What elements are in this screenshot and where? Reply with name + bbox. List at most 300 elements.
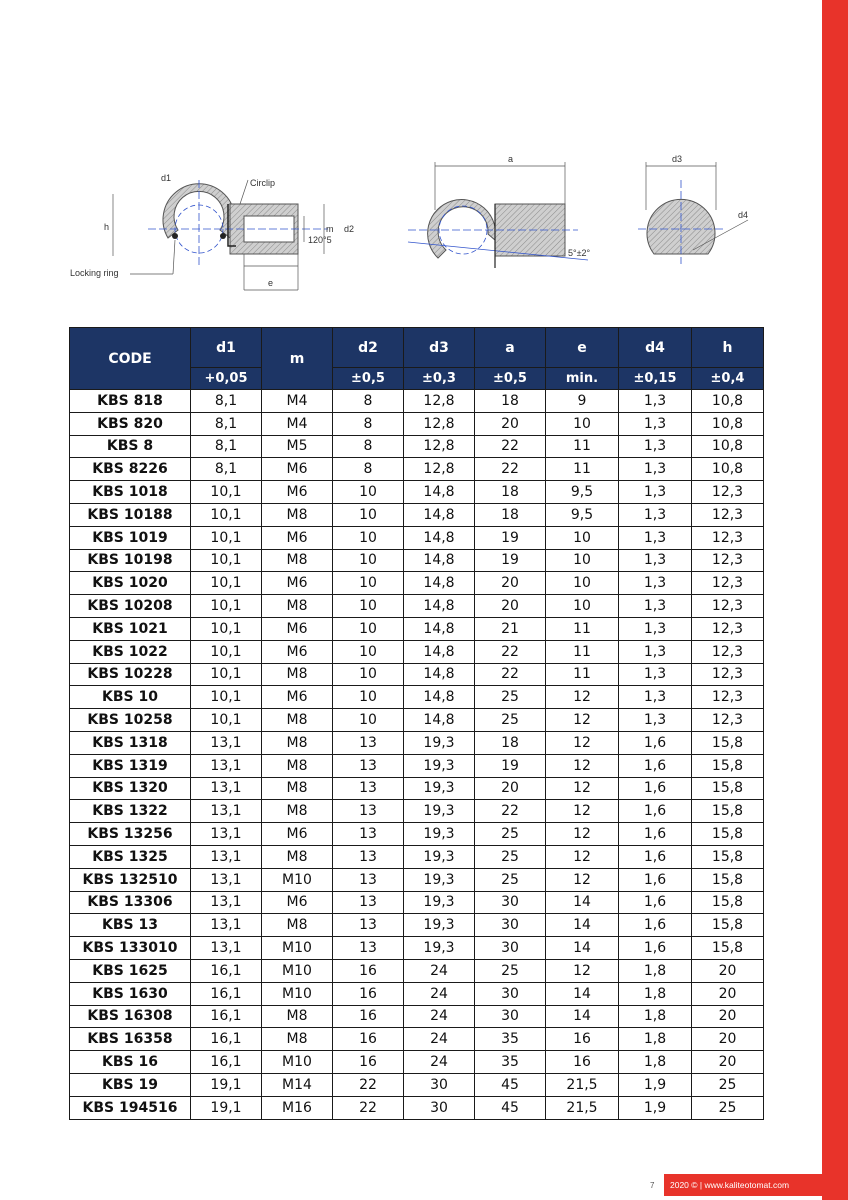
table-cell: M8 bbox=[262, 663, 333, 686]
table-row bbox=[70, 1051, 764, 1074]
cell-code: KBS 1022 bbox=[70, 640, 191, 663]
table-cell: 1,8 bbox=[619, 1005, 692, 1028]
table-cell: 15,8 bbox=[692, 845, 764, 868]
table-cell: 12,3 bbox=[692, 595, 764, 618]
table-cell: 19,3 bbox=[404, 937, 475, 960]
header-tolerance: ±0,15 bbox=[619, 368, 692, 390]
table-cell: 10,1 bbox=[191, 663, 262, 686]
table-cell: 12 bbox=[546, 731, 619, 754]
label-d1: d1 bbox=[161, 173, 172, 183]
table-cell: 16 bbox=[333, 1005, 404, 1028]
cell-code: KBS 1318 bbox=[70, 731, 191, 754]
table-cell: 1,6 bbox=[619, 891, 692, 914]
cell-code: KBS 10208 bbox=[70, 595, 191, 618]
table-cell: 13,1 bbox=[191, 845, 262, 868]
table-cell: 15,8 bbox=[692, 800, 764, 823]
table-cell: 14,8 bbox=[404, 549, 475, 572]
table-cell: 1,3 bbox=[619, 412, 692, 435]
website-link[interactable]: www.kaliteotomat.com bbox=[704, 1180, 790, 1190]
table-cell: M8 bbox=[262, 709, 333, 732]
table-cell: 16,1 bbox=[191, 959, 262, 982]
table-row bbox=[70, 549, 764, 572]
table-cell: 25 bbox=[692, 1096, 764, 1119]
table-cell: 14 bbox=[546, 891, 619, 914]
table-cell: 1,6 bbox=[619, 845, 692, 868]
table-cell: 10,8 bbox=[692, 458, 764, 481]
table-cell: 13 bbox=[333, 731, 404, 754]
table-cell: 12,3 bbox=[692, 549, 764, 572]
table-cell: 30 bbox=[475, 937, 546, 960]
table-cell: M8 bbox=[262, 777, 333, 800]
table-cell: 12 bbox=[546, 686, 619, 709]
label-circlip: Circlip bbox=[250, 178, 276, 188]
table-cell: 14,8 bbox=[404, 686, 475, 709]
table-cell: 22 bbox=[333, 1073, 404, 1096]
table-cell: 1,6 bbox=[619, 777, 692, 800]
table-cell: 20 bbox=[692, 1051, 764, 1074]
table-cell: 18 bbox=[475, 390, 546, 413]
table-cell: 35 bbox=[475, 1028, 546, 1051]
header-code: CODE bbox=[70, 328, 191, 390]
table-cell: 20 bbox=[475, 777, 546, 800]
table-cell: 13 bbox=[333, 823, 404, 846]
table-cell: 1,9 bbox=[619, 1073, 692, 1096]
table-row bbox=[70, 640, 764, 663]
table-cell: 12,3 bbox=[692, 709, 764, 732]
label-d2: d2 bbox=[344, 224, 355, 234]
table-cell: 12 bbox=[546, 709, 619, 732]
table-cell: 10 bbox=[546, 595, 619, 618]
table-cell: 11 bbox=[546, 617, 619, 640]
table-cell: 10 bbox=[333, 526, 404, 549]
header-col-3: d2 bbox=[333, 328, 404, 368]
table-cell: 1,3 bbox=[619, 709, 692, 732]
cell-code: KBS 1021 bbox=[70, 617, 191, 640]
cell-code: KBS 10188 bbox=[70, 503, 191, 526]
table-cell: 11 bbox=[546, 640, 619, 663]
table-row bbox=[70, 891, 764, 914]
header-col-2: m bbox=[262, 328, 333, 390]
table-cell: 16,1 bbox=[191, 1051, 262, 1074]
table-cell: 1,6 bbox=[619, 754, 692, 777]
table-cell: 1,8 bbox=[619, 982, 692, 1005]
table-cell: 19,3 bbox=[404, 845, 475, 868]
table-cell: 15,8 bbox=[692, 731, 764, 754]
table-cell: 15,8 bbox=[692, 868, 764, 891]
table-cell: 25 bbox=[475, 959, 546, 982]
table-cell: 1,6 bbox=[619, 800, 692, 823]
table-cell: 14 bbox=[546, 1005, 619, 1028]
table-cell: 12 bbox=[546, 754, 619, 777]
table-row bbox=[70, 390, 764, 413]
table-cell: 13 bbox=[333, 914, 404, 937]
cell-code: KBS 1630 bbox=[70, 982, 191, 1005]
table-cell: 13 bbox=[333, 777, 404, 800]
cell-code: KBS 16308 bbox=[70, 1005, 191, 1028]
table-cell: 16 bbox=[546, 1051, 619, 1074]
table-cell: 1,3 bbox=[619, 640, 692, 663]
table-cell: M14 bbox=[262, 1073, 333, 1096]
cell-code: KBS 13 bbox=[70, 914, 191, 937]
table-cell: 10 bbox=[333, 572, 404, 595]
table-cell: 12,3 bbox=[692, 617, 764, 640]
table-cell: 1,3 bbox=[619, 663, 692, 686]
table-cell: 10,8 bbox=[692, 412, 764, 435]
table-cell: 12 bbox=[546, 777, 619, 800]
table-cell: 19 bbox=[475, 754, 546, 777]
table-cell: 13,1 bbox=[191, 754, 262, 777]
table-cell: 19,1 bbox=[191, 1096, 262, 1119]
table-cell: 35 bbox=[475, 1051, 546, 1074]
table-cell: 12,3 bbox=[692, 503, 764, 526]
header-tolerance: ±0,5 bbox=[333, 368, 404, 390]
table-cell: 19,3 bbox=[404, 800, 475, 823]
table-cell: 22 bbox=[475, 435, 546, 458]
table-cell: 8,1 bbox=[191, 435, 262, 458]
table-cell: 1,8 bbox=[619, 1051, 692, 1074]
table-cell: 10,1 bbox=[191, 549, 262, 572]
table-cell: 19,3 bbox=[404, 777, 475, 800]
cell-code: KBS 1019 bbox=[70, 526, 191, 549]
label-d4: d4 bbox=[738, 210, 749, 220]
table-row bbox=[70, 800, 764, 823]
table-cell: 1,6 bbox=[619, 731, 692, 754]
table-cell: 15,8 bbox=[692, 914, 764, 937]
header-col-5: a bbox=[475, 328, 546, 368]
table-cell: 20 bbox=[692, 982, 764, 1005]
table-cell: 10,1 bbox=[191, 572, 262, 595]
table-cell: 24 bbox=[404, 1005, 475, 1028]
table-cell: 25 bbox=[692, 1073, 764, 1096]
label-e: e bbox=[268, 278, 274, 288]
cell-code: KBS 818 bbox=[70, 390, 191, 413]
table-cell: 10 bbox=[546, 526, 619, 549]
table-cell: 30 bbox=[475, 982, 546, 1005]
table-row bbox=[70, 731, 764, 754]
table-cell: 13,1 bbox=[191, 800, 262, 823]
table-cell: M10 bbox=[262, 959, 333, 982]
table-cell: 1,3 bbox=[619, 526, 692, 549]
table-row bbox=[70, 435, 764, 458]
table-cell: 10 bbox=[333, 663, 404, 686]
table-cell: 12,8 bbox=[404, 412, 475, 435]
header-tolerance: min. bbox=[546, 368, 619, 390]
table-cell: 18 bbox=[475, 481, 546, 504]
table-cell: 16 bbox=[333, 959, 404, 982]
table-cell: 13 bbox=[333, 868, 404, 891]
table-cell: 19,3 bbox=[404, 731, 475, 754]
cell-code: KBS 16358 bbox=[70, 1028, 191, 1051]
table-cell: 1,3 bbox=[619, 549, 692, 572]
table-cell: 12,8 bbox=[404, 458, 475, 481]
table-cell: 10 bbox=[333, 503, 404, 526]
table-cell: 1,3 bbox=[619, 686, 692, 709]
table-cell: 30 bbox=[404, 1096, 475, 1119]
table-cell: M6 bbox=[262, 686, 333, 709]
table-cell: 14,8 bbox=[404, 709, 475, 732]
table-row bbox=[70, 412, 764, 435]
table-row bbox=[70, 503, 764, 526]
cell-code: KBS 1322 bbox=[70, 800, 191, 823]
table-cell: 20 bbox=[692, 1028, 764, 1051]
header-tolerance: +0,05 bbox=[191, 368, 262, 390]
table-cell: 10,1 bbox=[191, 595, 262, 618]
table-cell: 30 bbox=[475, 914, 546, 937]
table-cell: 20 bbox=[475, 595, 546, 618]
drawing-socket-side-view bbox=[70, 173, 354, 290]
table-cell: 10,1 bbox=[191, 617, 262, 640]
table-cell: 45 bbox=[475, 1096, 546, 1119]
table-cell: 10 bbox=[333, 686, 404, 709]
table-cell: M10 bbox=[262, 937, 333, 960]
table-cell: 14,8 bbox=[404, 617, 475, 640]
table-cell: 30 bbox=[475, 891, 546, 914]
table-cell: 1,3 bbox=[619, 435, 692, 458]
table-cell: 10,1 bbox=[191, 526, 262, 549]
table-cell: 13,1 bbox=[191, 868, 262, 891]
page-number: 7 bbox=[650, 1181, 655, 1190]
table-cell: 1,6 bbox=[619, 914, 692, 937]
header-tolerance: ±0,3 bbox=[404, 368, 475, 390]
table-cell: 11 bbox=[546, 435, 619, 458]
table-cell: 19,3 bbox=[404, 891, 475, 914]
table-cell: 16 bbox=[546, 1028, 619, 1051]
table-cell: 16,1 bbox=[191, 1005, 262, 1028]
table-cell: 19,3 bbox=[404, 823, 475, 846]
table-row bbox=[70, 868, 764, 891]
table-cell: M8 bbox=[262, 845, 333, 868]
table-row bbox=[70, 595, 764, 618]
table-cell: 16 bbox=[333, 1051, 404, 1074]
technical-drawings bbox=[68, 150, 768, 300]
table-cell: M8 bbox=[262, 731, 333, 754]
table-cell: M8 bbox=[262, 503, 333, 526]
table-cell: 12 bbox=[546, 823, 619, 846]
copyright-text: 2020 © bbox=[670, 1180, 698, 1190]
table-cell: M6 bbox=[262, 526, 333, 549]
table-row bbox=[70, 526, 764, 549]
cell-code: KBS 8226 bbox=[70, 458, 191, 481]
table-cell: 15,8 bbox=[692, 891, 764, 914]
table-cell: 30 bbox=[475, 1005, 546, 1028]
table-cell: 14 bbox=[546, 914, 619, 937]
cell-code: KBS 10228 bbox=[70, 663, 191, 686]
table-cell: 1,6 bbox=[619, 868, 692, 891]
table-cell: 12,3 bbox=[692, 686, 764, 709]
table-cell: 24 bbox=[404, 1028, 475, 1051]
table-cell: 22 bbox=[475, 663, 546, 686]
cell-code: KBS 10258 bbox=[70, 709, 191, 732]
table-cell: 15,8 bbox=[692, 777, 764, 800]
header-col-7: d4 bbox=[619, 328, 692, 368]
cell-code: KBS 194516 bbox=[70, 1096, 191, 1119]
table-cell: M8 bbox=[262, 549, 333, 572]
table-cell: 11 bbox=[546, 458, 619, 481]
table-cell: 10 bbox=[333, 709, 404, 732]
table-cell: 25 bbox=[475, 845, 546, 868]
cell-code: KBS 13256 bbox=[70, 823, 191, 846]
table-cell: 10 bbox=[333, 640, 404, 663]
table-cell: 21 bbox=[475, 617, 546, 640]
table-cell: 15,8 bbox=[692, 937, 764, 960]
table-row bbox=[70, 617, 764, 640]
table-cell: 10,1 bbox=[191, 503, 262, 526]
table-cell: 14 bbox=[546, 937, 619, 960]
drawing-svg bbox=[68, 150, 768, 300]
table-cell: 14,8 bbox=[404, 526, 475, 549]
table-cell: 1,3 bbox=[619, 390, 692, 413]
table-cell: 12,8 bbox=[404, 435, 475, 458]
table-row bbox=[70, 1096, 764, 1119]
table-cell: 12,3 bbox=[692, 663, 764, 686]
table-row bbox=[70, 914, 764, 937]
table-cell: 10,1 bbox=[191, 640, 262, 663]
table-cell: 14,8 bbox=[404, 481, 475, 504]
table-cell: 1,3 bbox=[619, 503, 692, 526]
footer-chip bbox=[664, 1174, 822, 1196]
table-cell: 19,3 bbox=[404, 754, 475, 777]
cell-code: KBS 1625 bbox=[70, 959, 191, 982]
table-cell: 12,3 bbox=[692, 572, 764, 595]
cell-code: KBS 13306 bbox=[70, 891, 191, 914]
table-cell: 13,1 bbox=[191, 731, 262, 754]
cell-code: KBS 1018 bbox=[70, 481, 191, 504]
table-cell: 13,1 bbox=[191, 891, 262, 914]
table-cell: 16,1 bbox=[191, 1028, 262, 1051]
table-cell: M8 bbox=[262, 754, 333, 777]
table-cell: 25 bbox=[475, 709, 546, 732]
cell-code: KBS 1320 bbox=[70, 777, 191, 800]
table-cell: 1,8 bbox=[619, 959, 692, 982]
table-cell: 25 bbox=[475, 868, 546, 891]
table-row bbox=[70, 481, 764, 504]
table-cell: M6 bbox=[262, 640, 333, 663]
footer bbox=[0, 1170, 848, 1200]
header-tolerance: ±0,5 bbox=[475, 368, 546, 390]
table-cell: 19 bbox=[475, 549, 546, 572]
red-side-bar bbox=[822, 0, 848, 1200]
table-cell: 1,8 bbox=[619, 1028, 692, 1051]
table-cell: 10 bbox=[333, 481, 404, 504]
table-cell: 1,3 bbox=[619, 458, 692, 481]
table-cell: M4 bbox=[262, 412, 333, 435]
table-cell: 12 bbox=[546, 959, 619, 982]
table-cell: 8,1 bbox=[191, 412, 262, 435]
table-cell: 24 bbox=[404, 1051, 475, 1074]
table-cell: M4 bbox=[262, 390, 333, 413]
table-cell: 13,1 bbox=[191, 937, 262, 960]
table-cell: 21,5 bbox=[546, 1073, 619, 1096]
table-cell: 10,8 bbox=[692, 435, 764, 458]
table-cell: 13,1 bbox=[191, 823, 262, 846]
table-cell: M6 bbox=[262, 823, 333, 846]
table-cell: M10 bbox=[262, 982, 333, 1005]
table-cell: 22 bbox=[333, 1096, 404, 1119]
table-cell: 1,6 bbox=[619, 823, 692, 846]
table-cell: 14 bbox=[546, 982, 619, 1005]
table-cell: 1,3 bbox=[619, 617, 692, 640]
table-cell: 13 bbox=[333, 754, 404, 777]
label-d3: d3 bbox=[672, 154, 683, 164]
table-cell: 14,8 bbox=[404, 572, 475, 595]
label-tilt: 5°±2° bbox=[568, 248, 591, 258]
table-row bbox=[70, 1005, 764, 1028]
table-cell: 13 bbox=[333, 845, 404, 868]
cell-code: KBS 1319 bbox=[70, 754, 191, 777]
table-cell: 19,1 bbox=[191, 1073, 262, 1096]
table-row bbox=[70, 754, 764, 777]
table-cell: 1,6 bbox=[619, 937, 692, 960]
table-cell: 14,8 bbox=[404, 640, 475, 663]
table-cell: M6 bbox=[262, 891, 333, 914]
table-cell: 13 bbox=[333, 937, 404, 960]
cell-code: KBS 1020 bbox=[70, 572, 191, 595]
table-cell: 45 bbox=[475, 1073, 546, 1096]
table-cell: M5 bbox=[262, 435, 333, 458]
table-cell: 8 bbox=[333, 390, 404, 413]
table-row bbox=[70, 686, 764, 709]
table-row bbox=[70, 982, 764, 1005]
table-row bbox=[70, 845, 764, 868]
table-row bbox=[70, 1028, 764, 1051]
table-cell: 10 bbox=[546, 549, 619, 572]
table-cell: 10 bbox=[333, 595, 404, 618]
header-tolerance: ±0,4 bbox=[692, 368, 764, 390]
table-row bbox=[70, 663, 764, 686]
table-cell: 13 bbox=[333, 891, 404, 914]
cell-code: KBS 1325 bbox=[70, 845, 191, 868]
table-cell: 19 bbox=[475, 526, 546, 549]
table-cell: 10 bbox=[546, 412, 619, 435]
table-cell: 18 bbox=[475, 503, 546, 526]
label-h: h bbox=[104, 222, 110, 232]
table-cell: 22 bbox=[475, 640, 546, 663]
table-cell: 9,5 bbox=[546, 481, 619, 504]
table-cell: 14,8 bbox=[404, 503, 475, 526]
table-cell: 16 bbox=[333, 1028, 404, 1051]
table-cell: 10 bbox=[333, 549, 404, 572]
table-cell: 1,3 bbox=[619, 481, 692, 504]
table-cell: 15,8 bbox=[692, 823, 764, 846]
cell-code: KBS 820 bbox=[70, 412, 191, 435]
table-cell: M8 bbox=[262, 800, 333, 823]
table-body bbox=[70, 390, 764, 1120]
table-cell: 15,8 bbox=[692, 754, 764, 777]
table-cell: 24 bbox=[404, 982, 475, 1005]
label-angle: 120°5 bbox=[308, 235, 332, 245]
table-cell: 10 bbox=[546, 572, 619, 595]
table-row bbox=[70, 458, 764, 481]
table-cell: 12,3 bbox=[692, 526, 764, 549]
table-row bbox=[70, 572, 764, 595]
table-cell: 24 bbox=[404, 959, 475, 982]
table-cell: 10,1 bbox=[191, 481, 262, 504]
table-cell: 20 bbox=[692, 1005, 764, 1028]
table-row bbox=[70, 823, 764, 846]
table-cell: 8 bbox=[333, 458, 404, 481]
header-col-1: d1 bbox=[191, 328, 262, 368]
table-cell: M6 bbox=[262, 458, 333, 481]
table-cell: 20 bbox=[692, 959, 764, 982]
table-cell: 13,1 bbox=[191, 914, 262, 937]
table-cell: 8,1 bbox=[191, 458, 262, 481]
header-col-8: h bbox=[692, 328, 764, 368]
label-a: a bbox=[508, 154, 514, 164]
table-cell: 12 bbox=[546, 868, 619, 891]
table-cell: 25 bbox=[475, 823, 546, 846]
drawing-socket-tilt-view bbox=[408, 154, 591, 268]
table-cell: 14,8 bbox=[404, 595, 475, 618]
